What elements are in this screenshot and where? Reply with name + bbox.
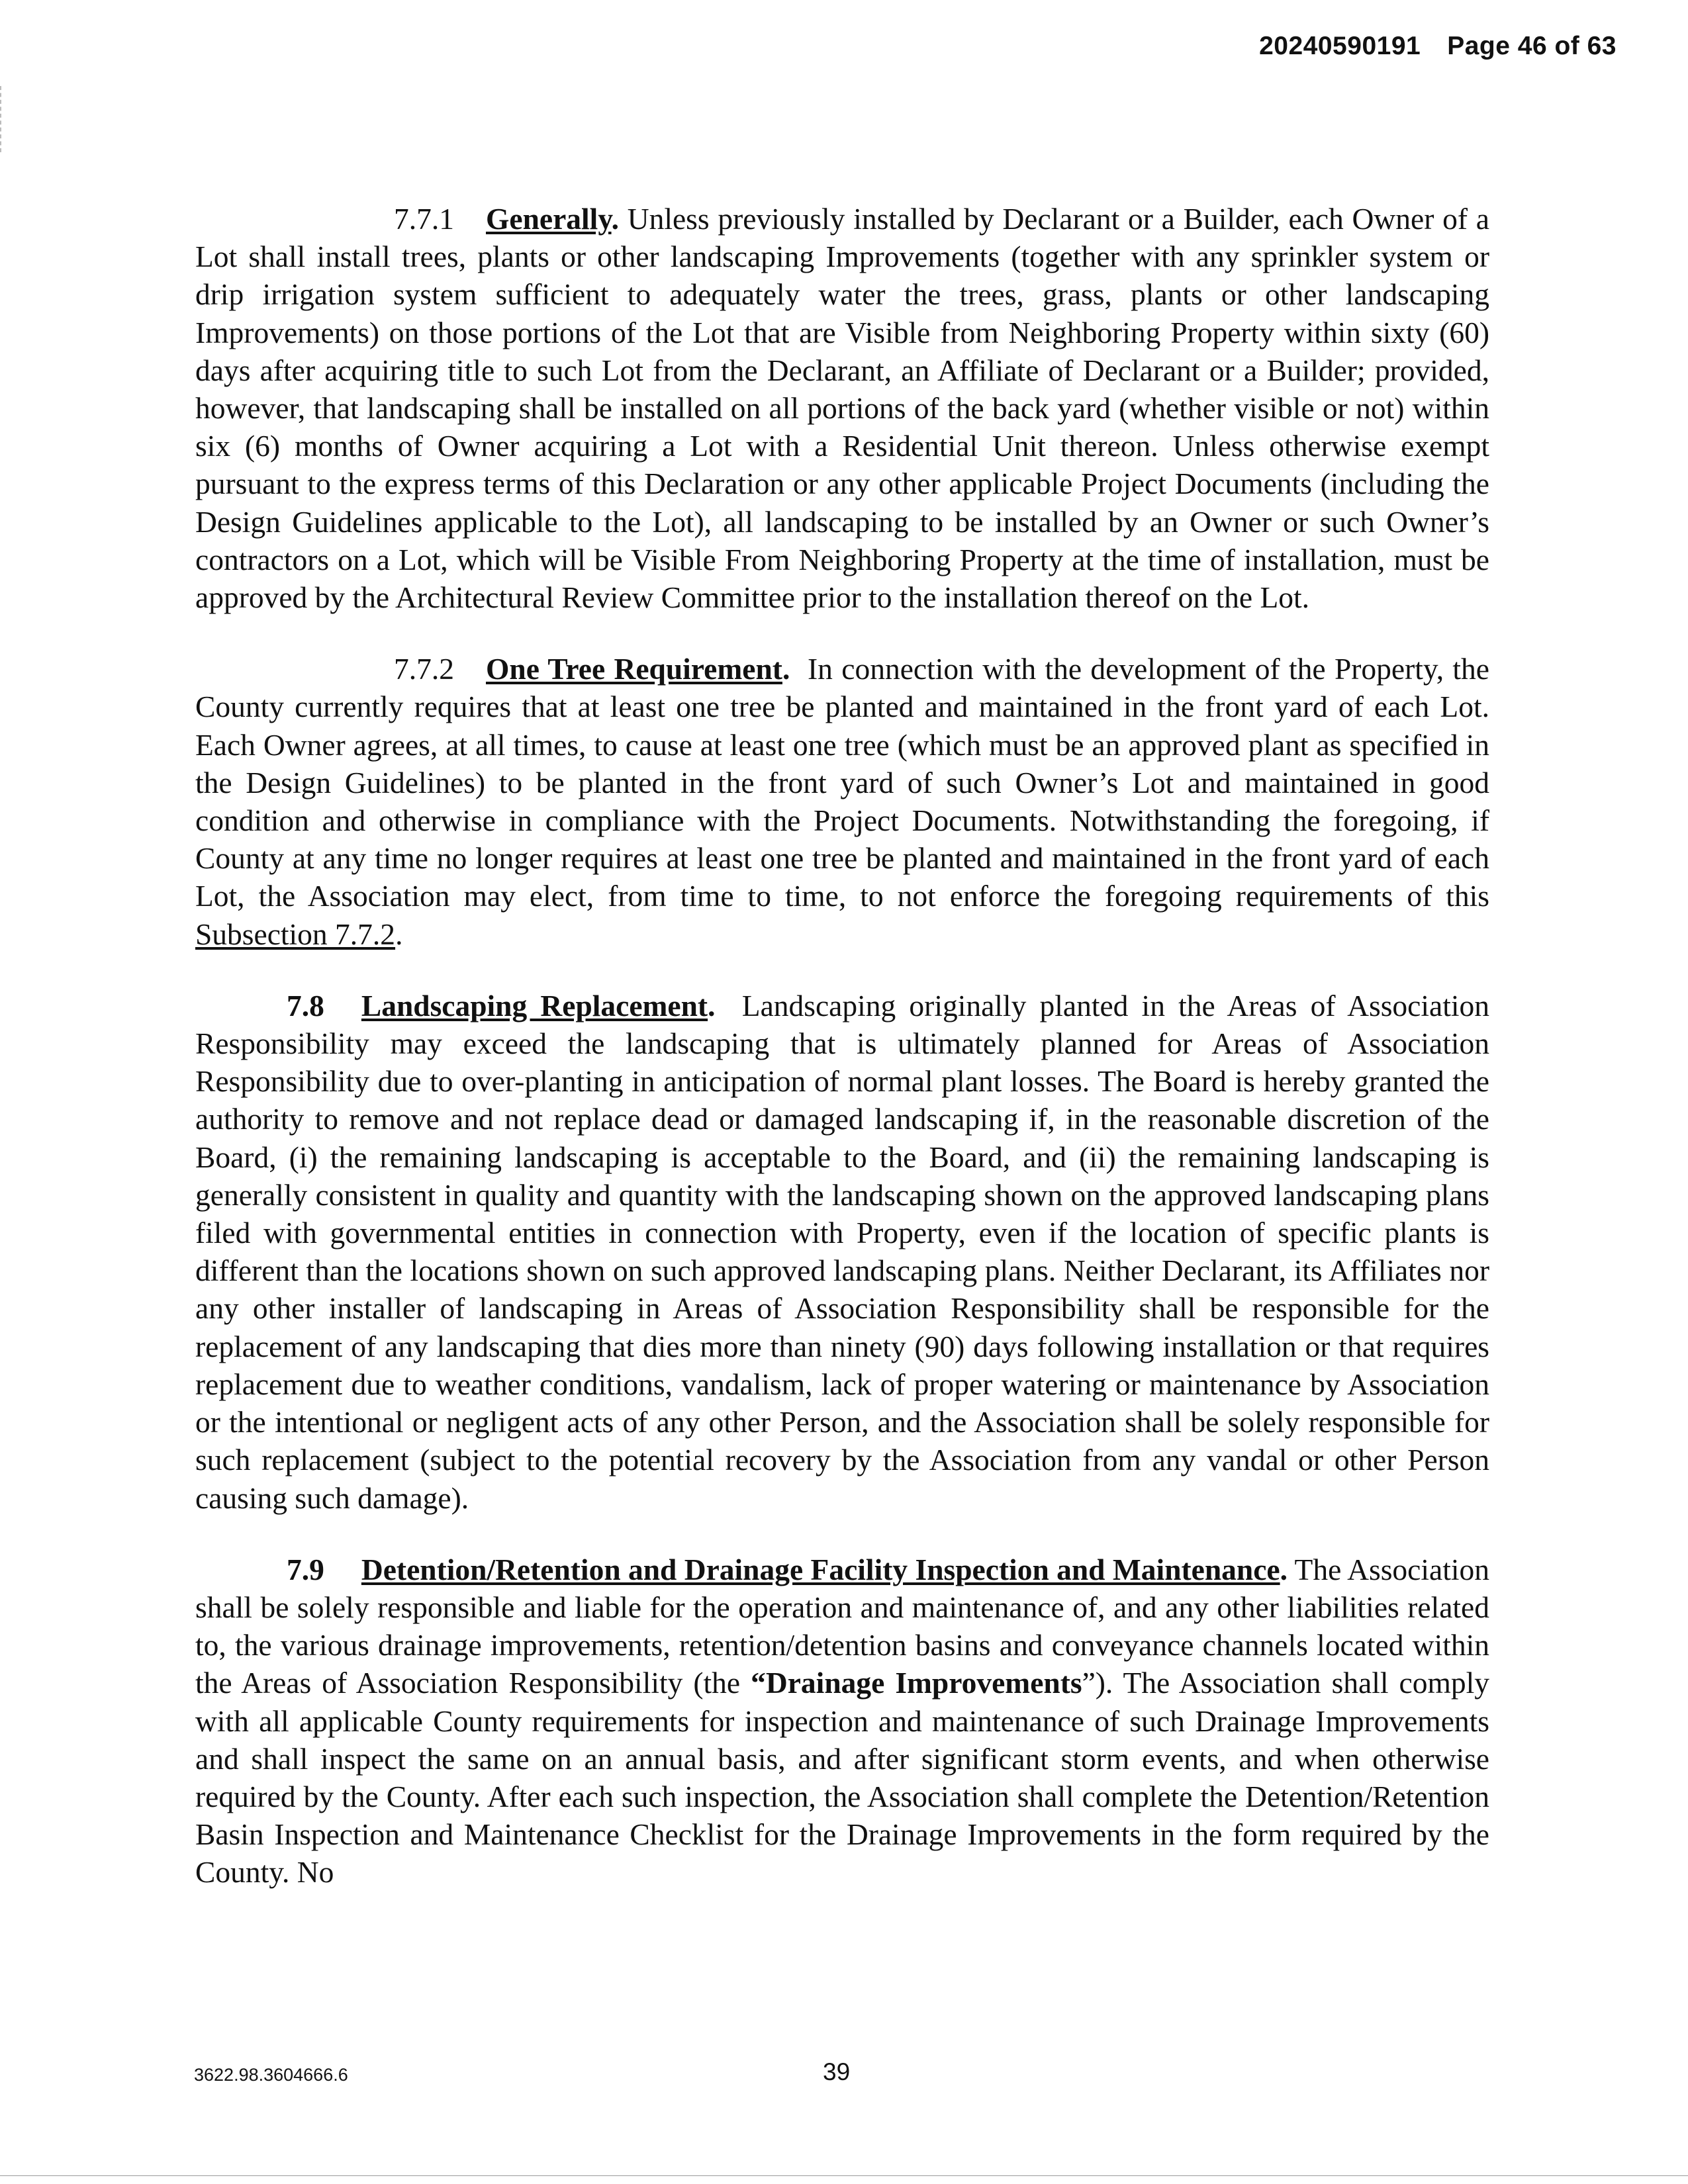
section-7-7-1: 7.7.1 Generally. Unless previously installed by Declarant or a Builder, each Owner of a Lot shall install trees, plants or other landscaping Improvements (together with any sprinkler system or drip irrigation system sufficient to adequately water the trees, grass, plants or other landscaping Improvements) on those portions of the Lot that are Visible from Neighboring Property within sixty (60) days after acquiring title to such Lot from the Declarant, an Affiliate of Declarant or a Builder; provided, however, that landscaping shall be installed on all portions of the back yard (whether visible or not) within six (6) months of Owner acquiring a Lot with a Residential Unit thereon. Unless otherwise exempt pursuant to the express terms of this Declaration or any other applicable Project Documents (including the Design Guidelines applicable to the Lot), all landscaping to be installed by an Owner or such Owner’s contractors on a Lot, which will be Visible From Neighboring Property at the time of installation, must be approved by the Architectural Review Committee prior to the installation thereof on the Lot.: [195, 202, 1490, 615]
document-body: [195, 200, 1489, 1925]
section-title: Generally: [486, 202, 612, 236]
page-count-label: Page 46 of 63: [1447, 32, 1617, 60]
scan-edge-marks: [0, 86, 3, 152]
section-7-7-2: 7.7.2 One Tree Requirement. In connection with the development of the Property, the County currently requires that at least one tree be planted and maintained in the front yard of each Lot. Each Owner agrees, at all times, to cause at least one tree (which must be an approved plant as specified in the Design Guidelines) to be planted in the front yard of such Owner’s Lot and maintained in good condition and otherwise in compliance with the Project Documents. Notwithstanding the foregoing, if County at any time no longer requires at least one tree be planted and maintained in the front yard of each Lot, the Association may elect, from time to time, to not enforce the foregoing requirements of this Subsection 7.7.2.: [195, 652, 1490, 951]
subsection-reference: Subsection 7.7.2: [195, 917, 396, 951]
section-number: 7.8: [287, 988, 324, 1023]
section-text: In connection with the development of the Property, the County currently requires that at least one tree be planted and maintained in the front yard of each Lot. Each Owner agrees, at all times, to cause at least one tree (which must be an approved plant as specified in the Design Guidelines) to be planted in the front yard of such Owner’s Lot and maintained in good condition and otherwise in compliance with the Project Documents. Notwithstanding the foregoing, if County at any time no longer requires at least one tree be planted and maintained in the front yard of each Lot, the Association may elect, from time to time, to not enforce the foregoing requirements of this: [195, 652, 1490, 913]
section-title: Landscaping Replacement: [361, 988, 708, 1023]
section-number: 7.7.1: [394, 202, 454, 236]
footer-document-id: 3622.98.3604666.6: [194, 2065, 348, 2085]
footer-page-number: 39: [823, 2058, 851, 2085]
section-text-continued: ”). The Association shall comply with all applicable County requirements for inspection and maintenance of such Drainage Improvements and shall inspect the same on an annual basis, and after significant storm events, and when otherwise required by the County. After each such inspection, the Association shall complete the Detention/Retention Basin Inspection and Maintenance Checklist for the Drainage Improvements in the form required by the County. No: [195, 1666, 1489, 1889]
section-text: Unless previously installed by Declarant or a Builder, each Owner of a Lot shall install trees, plants or other landscaping Improvements (together with any sprinkler system or drip irrigation system sufficient to adequately water the trees, grass, plants or other landscaping Improvements) on those portions of the Lot that are Visible from Neighboring Property within sixty (60) days after acquiring title to such Lot from the Declarant, an Affiliate of Declarant or a Builder; provided, however, that landscaping shall be installed on all portions of the back yard (whether visible or not) within six (6) months of Owner acquiring a Lot with a Residential Unit thereon. Unless otherwise exempt pursuant to the express terms of this Declaration or any other applicable Project Documents (including the Design Guidelines applicable to the Lot), all landscaping to be installed by an Owner or such Owner’s contractors on a Lot, which will be Visible From Neighboring Property at the time of installation, must be approved by the Architectural Review Committee prior to the installation thereof on the Lot.: [195, 202, 1490, 615]
section-number: 7.7.2: [394, 652, 454, 686]
section-number: 7.9: [287, 1552, 324, 1586]
section-text-end: .: [395, 917, 403, 951]
recording-stamp: [1259, 32, 1617, 61]
section-text: Landscaping originally planted in the Areas of Association Responsibility may exceed the landscaping that is ultimately planned for Areas of Association Responsibility due to over-planting in anticipation of normal plant losses. The Board is hereby granted the authority to remove and not replace dead or damaged landscaping if, in the reasonable discretion of the Board, (i) the remaining landscaping is acceptable to the Board, and (ii) the remaining landscaping is generally consistent in quality and quantity with the landscaping shown on the approved landscaping plans filed with governmental entities in connection with Property, even if the location of specific plants is different than the locations shown on such approved landscaping plans. Neither Declarant, its Affiliates nor any other installer of landscaping in Areas of Association Responsibility shall be responsible for the replacement of any landscaping that dies more than ninety (90) days following installation or that requires replacement due to weather conditions, vandalism, lack of proper watering or maintenance by Association or the intentional or negligent acts of any other Person, and the Association shall be solely responsible for such replacement (subject to the potential recovery by the Association from any vandal or other Person causing such damage).: [195, 988, 1489, 1515]
scan-bottom-edge: [0, 2175, 1688, 2176]
recording-number: 20240590191: [1259, 32, 1421, 60]
section-title: One Tree Requirement: [486, 652, 782, 686]
section-7-8: 7.8 Landscaping Replacement. Landscaping originally planted in the Areas of Association Responsibility may exceed the landscaping that is ultimately planned for Areas of Association Responsibility due to over-planting in anticipation of normal plant losses. The Board is hereby granted the authority to remove and not replace dead or damaged landscaping if, in the reasonable discretion of the Board, (i) the remaining landscaping is acceptable to the Board, and (ii) the remaining landscaping is generally consistent in quality and quantity with the landscaping shown on the approved landscaping plans filed with governmental entities in connection with Property, even if the location of specific plants is different than the locations shown on such approved landscaping plans. Neither Declarant, its Affiliates nor any other installer of landscaping in Areas of Association Responsibility shall be responsible for the replacement of any landscaping that dies more than ninety (90) days following installation or that requires replacement due to weather conditions, vandalism, lack of proper watering or maintenance by Association or the intentional or negligent acts of any other Person, and the Association shall be solely responsible for such replacement (subject to the potential recovery by the Association from any vandal or other Person causing such damage).: [195, 988, 1489, 1515]
defined-term: “Drainage Improvements: [751, 1666, 1082, 1700]
section-title: Detention/Retention and Drainage Facility Inspection and Maintenance: [361, 1552, 1280, 1586]
section-7-9: 7.9 Detention/Retention and Drainage Facility Inspection and Maintenance. The Association shall be solely responsible and liable for the operation and maintenance of, and any other liabilities related to, the various drainage improvements, retention/detention basins and conveyance channels located within the Areas of Association Responsibility (the “Drainage Improvements”). The Association shall comply with all applicable County requirements for inspection and maintenance of such Drainage Improvements and shall inspect the same on an annual basis, and after significant storm events, and when otherwise required by the County. After each such inspection, the Association shall complete the Detention/Retention Basin Inspection and Maintenance Checklist for the Drainage Improvements in the form required by the County. No: [195, 1552, 1489, 1889]
section-text: The Association shall be solely responsible and liable for the operation and maintenance of, and any other liabilities related to, the various drainage improvements, retention/detention basins and conveyance channels located within the Areas of Association Responsibility (the: [195, 1552, 1489, 1700]
